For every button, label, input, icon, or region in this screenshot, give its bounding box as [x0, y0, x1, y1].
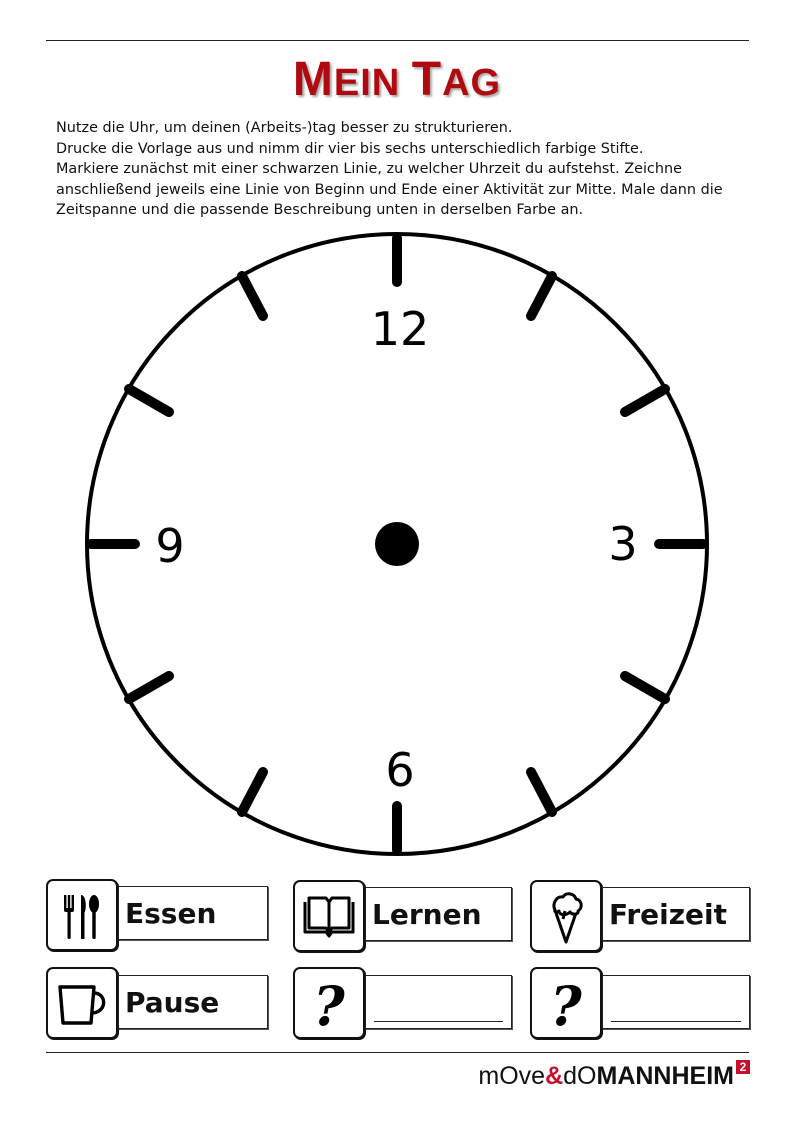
cup-icon: [46, 967, 118, 1039]
page-title: MEIN TAG: [292, 53, 502, 106]
tick-8: [129, 676, 169, 699]
question-mark-icon: [530, 967, 602, 1039]
numeral-6: 6: [385, 743, 415, 797]
instruction-line: Markiere zunächst mit einer schwarzen Linie, zu welcher Uhrzeit du aufstehst. Zeichne: [56, 161, 682, 177]
instruction-line: Drucke die Vorlage aus und nimm dir vier bis sechs unterschiedlich farbige Stifte.: [56, 140, 644, 157]
activity-label-blank: [602, 975, 750, 1029]
numeral-3: 3: [608, 517, 638, 571]
ice-cream-icon: [530, 880, 602, 952]
activity-label-blank: [365, 975, 512, 1029]
clock-center-dot: [375, 522, 419, 566]
book-icon: [293, 880, 365, 952]
instruction-line: Zeitspanne und die passende Beschreibung unten in derselben Farbe an.: [56, 202, 584, 218]
activity-label-pause: Pause: [118, 975, 268, 1029]
tick-4: [625, 676, 665, 699]
brand-logo: mOve&dOMANNHEIM 2: [478, 1062, 750, 1091]
logo-badge: 2: [736, 1060, 750, 1074]
tick-1: [531, 276, 552, 316]
instruction-line: Nutze die Uhr, um deinen (Arbeits-)tag besser zu strukturieren.: [56, 120, 513, 136]
activity-label-lernen: Lernen: [365, 887, 512, 941]
tick-11: [242, 276, 263, 316]
tick-5: [531, 772, 552, 812]
tick-10: [129, 389, 169, 412]
svg-text:?: ?: [550, 974, 582, 1037]
numeral-9: 9: [155, 519, 185, 573]
cutlery-icon: [46, 879, 118, 951]
question-mark-icon: [293, 967, 365, 1039]
activity-label-freizeit: Freizeit: [602, 887, 750, 941]
activity-label-essen: Essen: [118, 886, 268, 940]
tick-2: [625, 389, 665, 412]
bottom-divider: [46, 1052, 749, 1053]
instruction-line: anschließend jeweils eine Linie von Beginn und Ende einer Aktivität zur Mitte. Male dann die: [56, 181, 723, 198]
svg-text:?: ?: [313, 974, 345, 1037]
numeral-12: 12: [370, 302, 430, 356]
tick-7: [242, 772, 263, 812]
